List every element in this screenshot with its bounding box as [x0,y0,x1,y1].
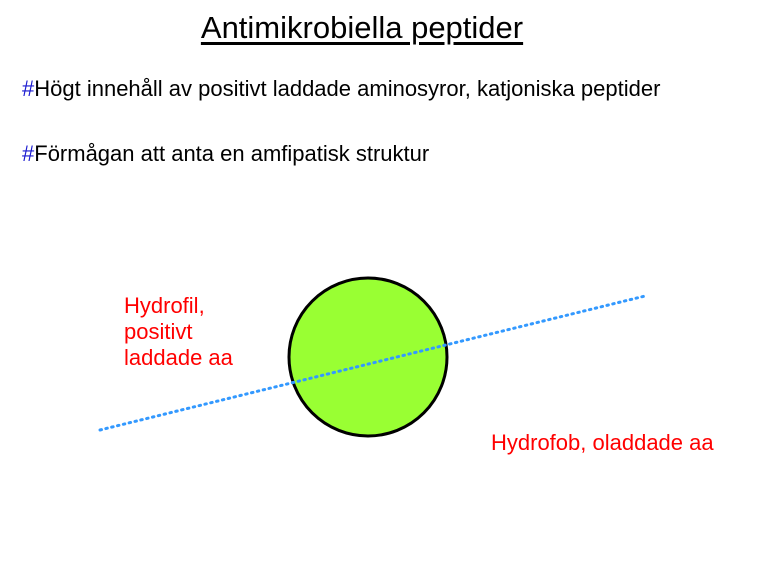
hydrophilic-label-line: laddade aa [124,345,233,370]
hydrophilic-label-line: Hydrofil, [124,293,205,318]
bullet-text: Förmågan att anta en amfipatisk struktur [34,141,430,166]
peptide-helix-circle [289,278,447,436]
hydrophobic-label: Hydrofob, oladdade aa [491,430,714,455]
slide-title: Antimikrobiella peptider [200,10,524,45]
bullet-marker: # [22,76,35,101]
hydrophilic-label [124,293,233,371]
bullet-marker: # [22,141,35,166]
bullet-text: Högt innehåll av positivt laddade aminosyror, katjoniska peptider [34,76,661,101]
hydrophilic-label-line: positivt [124,319,193,344]
